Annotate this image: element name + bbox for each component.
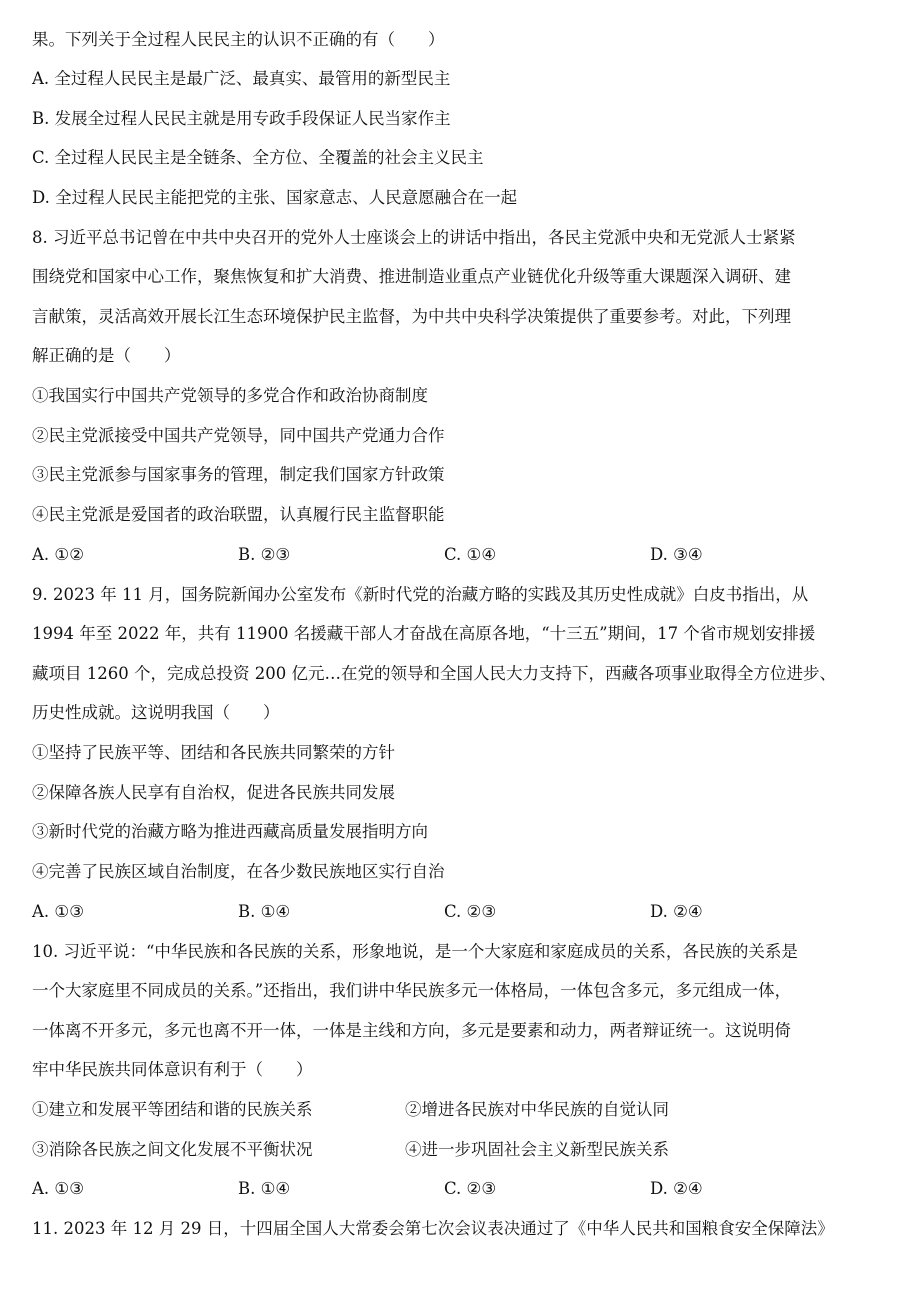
q8-stem-line-3: 言献策，灵活高效开展长江生态环境保护民主监督，为中共中央科学决策提供了重要参考。对此，下列理	[32, 307, 791, 326]
q10-stem-line-3: 一体离不开多元，多元也离不开一体，一体是主线和方向，多元是要素和动力，两者辩证统一。这说明倚	[32, 1021, 791, 1040]
q10-statement-2: ②增进各民族对中华民族的自觉认同	[405, 1100, 669, 1119]
q10-stem-line-4: 牢中华民族共同体意识有利于（ ）	[32, 1060, 313, 1079]
q9-stem-line-1: 9. 2023 年 11 月，国务院新闻办公室发布《新时代党的治藏方略的实践及其历史性成就》白皮书指出，从	[32, 585, 809, 604]
q9-statement-4: ④完善了民族区域自治制度，在各少数民族地区实行自治	[32, 862, 445, 881]
q8-stem-line-2: 围绕党和国家中心工作，聚焦恢复和扩大消费、推进制造业重点产业链优化升级等重大课题深入调研、建	[32, 267, 791, 286]
q10-statement-4: ④进一步巩固社会主义新型民族关系	[405, 1140, 669, 1159]
q10-stem-line-2: 一个大家庭里不同成员的关系。”还指出，我们讲中华民族多元一体格局，一体包含多元，多元组成一体，	[32, 981, 792, 1000]
q10-option-d: D. ②④	[650, 1179, 703, 1198]
q9-option-c: C. ②③	[444, 902, 497, 921]
q9-option-d: D. ②④	[650, 902, 703, 921]
q8-statement-4: ④民主党派是爱国者的政治联盟，认真履行民主监督职能	[32, 505, 445, 524]
q10-stem-line-1: 10. 习近平说：“中华民族和各民族的关系，形象地说，是一个大家庭和家庭成员的关系，各民族的关系是	[32, 942, 798, 961]
q9-option-a: A. ①③	[32, 902, 84, 921]
q10-option-c: C. ②③	[444, 1179, 497, 1198]
q10-statement-3: ③消除各民族之间文化发展不平衡状况	[32, 1140, 313, 1159]
q8-option-c: C. ①④	[444, 545, 497, 564]
q8-statement-3: ③民主党派参与国家事务的管理，制定我们国家方针政策	[32, 465, 445, 484]
q10-option-a: A. ①③	[32, 1179, 84, 1198]
q7-stem-tail: 果。下列关于全过程人民民主的认识不正确的有（ ）	[32, 30, 445, 49]
q8-stem-line-1: 8. 习近平总书记曾在中共中央召开的党外人士座谈会上的讲话中指出，各民主党派中央和无党派人士紧紧	[32, 228, 796, 247]
q11-stem-line-1: 11. 2023 年 12 月 29 日，十四届全国人大常委会第七次会议表决通过了《中华人民共和国粮食安全保障法》	[32, 1219, 834, 1238]
q9-statement-3: ③新时代党的治藏方略为推进西藏高质量发展指明方向	[32, 822, 428, 841]
q8-statement-1: ①我国实行中国共产党领导的多党合作和政治协商制度	[32, 386, 428, 405]
q7-option-c: C. 全过程人民民主是全链条、全方位、全覆盖的社会主义民主	[32, 148, 484, 167]
q9-option-b: B. ①④	[238, 902, 291, 921]
q8-option-b: B. ②③	[238, 545, 291, 564]
q8-statement-2: ②民主党派接受中国共产党领导，同中国共产党通力合作	[32, 426, 445, 445]
q9-statement-1: ①坚持了民族平等、团结和各民族共同繁荣的方针	[32, 743, 395, 762]
q8-stem-line-4: 解正确的是（ ）	[32, 346, 181, 365]
q8-option-d: D. ③④	[650, 545, 703, 564]
q7-option-b: B. 发展全过程人民民主就是用专政手段保证人民当家作主	[32, 109, 451, 128]
q9-stem-line-2: 1994 年至 2022 年，共有 11900 名援藏干部人才奋战在高原各地，“十三五”期间，17 个省市规划安排援	[32, 624, 816, 643]
q7-option-d: D. 全过程人民民主能把党的主张、国家意志、人民意愿融合在一起	[32, 188, 518, 207]
q9-stem-line-3: 藏项目 1260 个，完成总投资 200 亿元…在党的领导和全国人民大力支持下，西藏各项事业取得全方位进步、	[32, 664, 836, 683]
q10-option-b: B. ①④	[238, 1179, 291, 1198]
q9-statement-2: ②保障各族人民享有自治权，促进各民族共同发展	[32, 783, 395, 802]
q10-statement-1: ①建立和发展平等团结和谐的民族关系	[32, 1100, 313, 1119]
q7-option-a: A. 全过程人民民主是最广泛、最真实、最管用的新型民主	[32, 69, 451, 88]
q8-option-a: A. ①②	[32, 545, 84, 564]
q9-stem-line-4: 历史性成就。这说明我国（ ）	[32, 703, 280, 722]
